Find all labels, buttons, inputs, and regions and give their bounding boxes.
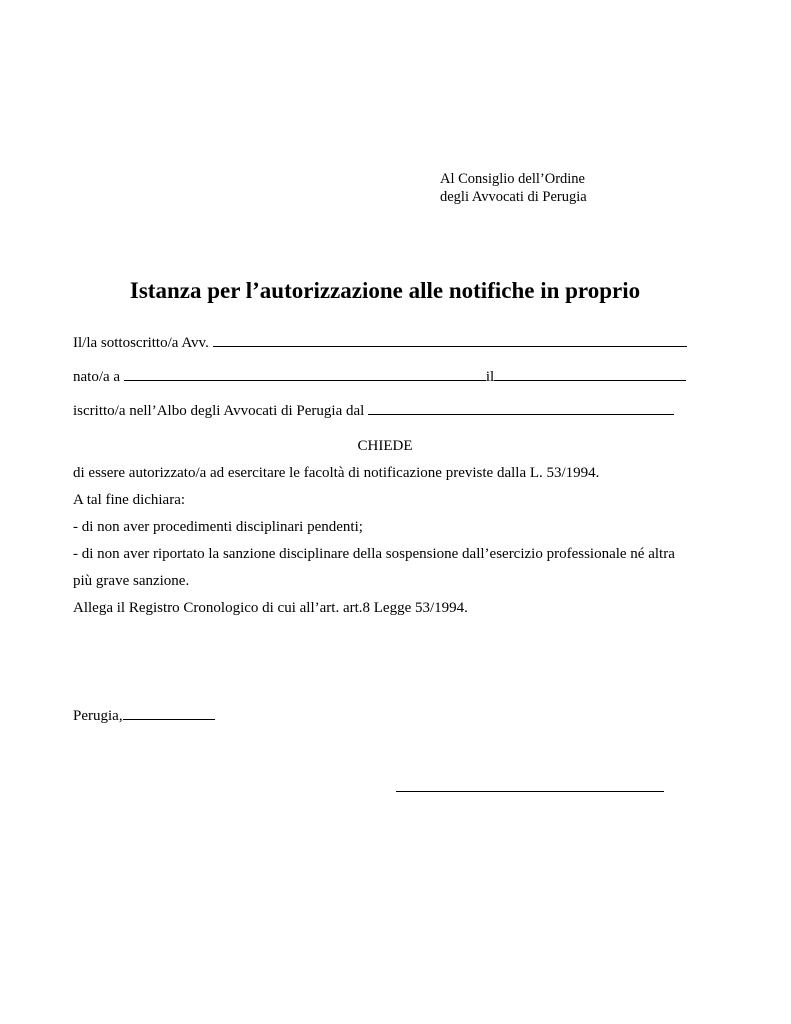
iscritto-row	[73, 401, 674, 420]
body-line-2: A tal fine dichiara:	[73, 492, 186, 508]
signature-line[interactable]	[396, 791, 664, 792]
iscritto-label: iscritto/a nell’Albo degli Avvocati di Perugia dal	[73, 403, 365, 419]
body-line-4: - di non aver riportato la sanzione disciplinare della sospensione dall’esercizio professionale né altra	[73, 546, 675, 562]
nato-label: nato/a a	[73, 369, 121, 385]
nato-row	[73, 367, 686, 386]
sottoscritto-blank-field[interactable]	[213, 333, 687, 347]
nato-date-blank-field[interactable]	[494, 367, 686, 381]
body-line-6: Allega il Registro Cronologico di cui all’art. art.8 Legge 53/1994.	[73, 600, 468, 616]
body-line-1: di essere autorizzato/a ad esercitare le facoltà di notificazione previste dalla L. 53/1994.	[73, 465, 600, 481]
addressee-block	[440, 170, 587, 206]
body-line-3: - di non aver procedimenti disciplinari pendenti;	[73, 519, 363, 535]
chiede-heading: CHIEDE	[357, 438, 413, 454]
document-title: Istanza per l’autorizzazione alle notifiche in proprio	[129, 278, 641, 303]
sottoscritto-row	[73, 333, 687, 352]
nato-place-blank-field[interactable]	[124, 367, 486, 381]
body-line-5: più grave sanzione.	[73, 573, 190, 589]
addressee-line-2: degli Avvocati di Perugia	[440, 189, 587, 205]
place-date-row	[73, 706, 215, 725]
sottoscritto-label: Il/la sottoscritto/a Avv.	[73, 335, 209, 351]
place-label: Perugia,	[73, 708, 123, 724]
iscritto-date-blank-field[interactable]	[368, 401, 674, 415]
date-blank-field[interactable]	[123, 706, 215, 720]
addressee-line-1: Al Consiglio dell’Ordine	[440, 171, 585, 187]
il-label: il	[485, 369, 495, 385]
